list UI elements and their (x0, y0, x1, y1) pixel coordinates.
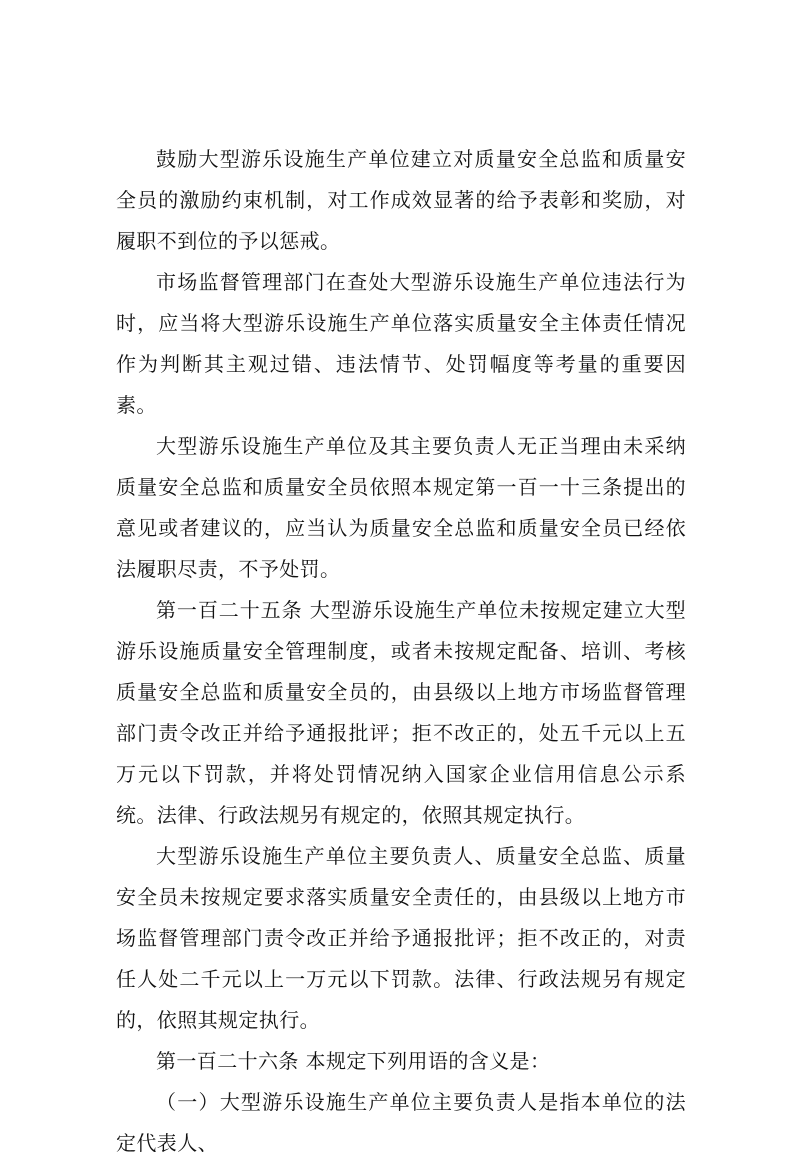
paragraph-enforcement-factors: 市场监督管理部门在查处大型游乐设施生产单位违法行为时，应当将大型游乐设施生产单位落实质量安全主体责任情况作为判断其主观过错、违法情节、处罚幅度等考量的重要因素。 (116, 270, 686, 417)
document-body (116, 139, 686, 1164)
paragraph-article-126: 第一百二十六条 本规定下列用语的含义是： (156, 1049, 551, 1073)
paragraph-no-penalty: 大型游乐设施生产单位及其主要负责人无正当理由未采纳质量安全总监和质量安全员依照本规定第一百一十三条提出的意见或者建议的，应当认为质量安全总监和质量安全员已经依法履职尽责，不予处罚。 (116, 434, 686, 581)
paragraph-article-125: 第一百二十五条 大型游乐设施生产单位未按规定建立大型游乐设施质量安全管理制度，或者未按规定配备、培训、考核质量安全总监和质量安全员的，由县级以上地方市场监督管理部门责令改正并给予通报批评；拒不改正的，处五千元以上五万元以下罚款，并将处罚情况纳入国家企业信用信息公示系统。法律、行政法规另有规定的，依照其规定执行。 (116, 598, 686, 827)
paragraph-incentive: 鼓励大型游乐设施生产单位建立对质量安全总监和质量安全员的激励约束机制，对工作成效显著的给予表彰和奖励，对履职不到位的予以惩戒。 (116, 147, 686, 253)
paragraph-definition-1: （一）大型游乐设施生产单位主要负责人是指本单位的法定代表人、 (116, 1090, 686, 1155)
paragraph-responsible-persons: 大型游乐设施生产单位主要负责人、质量安全总监、质量安全员未按规定要求落实质量安全责任的，由县级以上地方市场监督管理部门责令改正并给予通报批评；拒不改正的，对责任人处二千元以上一万元以下罚款。法律、行政法规另有规定的，依照其规定执行。 (116, 844, 686, 1032)
